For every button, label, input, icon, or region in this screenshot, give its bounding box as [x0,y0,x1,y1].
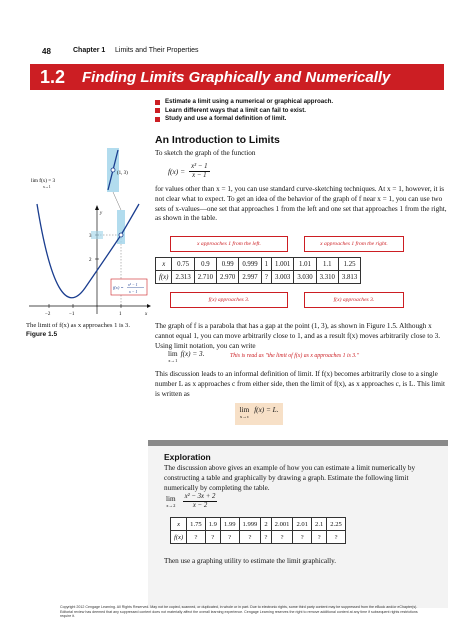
limit-definition-box: lim x→c f(x) = L. [235,403,283,425]
table-cell: 2.710 [194,271,216,284]
point-label: (1, 3) [117,171,128,176]
figure-number: Figure 1.5 [26,330,58,338]
fraction: $\frac{\text{x³ − 1}}{x - 1}$ [191,163,208,179]
y-tick-label: 2 [89,258,92,263]
svg-text:x³ − 1: x³ − 1 [128,282,138,287]
table-cell: 1.75 [187,518,206,531]
exploration-limit: lim x→2 $\frac{\text{x² − 3x + 2}}{x - 2}$ [166,493,216,509]
table-cell: 3.813 [338,271,360,284]
table-cell: 2.25 [327,518,346,531]
function-equation: f(x) = $\frac{\text{x³ − 1}}{x - 1}$ [168,163,208,179]
figure-limit-sub: x→1 [43,185,51,189]
table-cell: 1.99 [220,518,239,531]
row-header: f(x) [171,531,187,544]
x-tick-label: −1 [69,312,75,317]
section-banner [30,64,444,90]
y-tick-label: 3 [89,234,92,239]
table-cell: ? [261,531,271,544]
table-cell: 2.313 [172,271,194,284]
table-row [171,531,346,544]
arrow-from-right: x approaches 1 from the right. [304,236,404,252]
table-cell: 1.999 [239,518,261,531]
table-cell: 2 [261,518,271,531]
table-cell: 3.030 [294,271,316,284]
y-axis-arrow-icon [95,205,99,210]
table-row [156,271,361,284]
row-header: f(x) [156,271,172,284]
hole-point-icon [119,233,123,237]
section-title: Finding Limits Graphically and Numerically [82,68,391,86]
exploration-paragraph: The discussion above gives an example of how you can estimate a limit numerically by constructing a table and graphically by drawing a graph. Estimate the following limit numerically by completing the table. [164,464,416,492]
table-cell: ? [261,271,271,284]
table-cell: ? [312,531,327,544]
approach-note-right: f(x) approaches 3. [304,292,404,308]
intro-heading: An Introduction to Limits [155,134,280,146]
bullet-square-icon [155,117,160,122]
exploration-paragraph-2: Then use a graphing utility to estimate the limit graphically. [164,557,336,565]
x-axis-label: x [145,312,148,317]
row-header: x [171,518,187,531]
table-cell: ? [205,531,220,544]
table-cell: 3.003 [272,271,294,284]
chapter-label: Chapter 1 [73,47,106,54]
table-row [156,258,361,271]
table-cell: 1.25 [338,258,360,271]
table-cell: 0.9 [194,258,216,271]
objectives-list [155,98,333,124]
table-row [171,518,346,531]
row-header: x [156,258,172,271]
intro-paragraph-1: To sketch the graph of the function [155,149,256,157]
approach-note-left: f(x) approaches 3. [170,292,288,308]
chapter-title: Limits and Their Properties [115,47,199,54]
table-cell: ? [271,531,293,544]
table-cell: 0.999 [239,258,261,271]
table-cell: 2.001 [271,518,293,531]
y-axis-label: y [100,211,103,216]
approach-strip [91,231,103,239]
table-cell: ? [187,531,206,544]
x-axis-arrow-icon [147,304,151,308]
figure-caption: The limit of f(x) as x approaches 1 is 3. Figure 1.5 [26,322,151,339]
table-cell: 1.01 [294,258,316,271]
exploration-heading: Exploration [164,452,211,462]
exploration-table [170,517,346,544]
table-cell: 2.997 [239,271,261,284]
objective-item: Study and use a formal definition of limit. [155,115,333,124]
svg-text:f(x) =: f(x) = [113,285,124,290]
values-table [155,257,361,284]
page-number: 48 [42,47,51,56]
copyright-footer: Copyright 2012 Cengage Learning. All Rights Reserved. May not be copied, scanned, or duplicated, in whole or in part. Due to electronic rights, some third party content may be suppressed from the eBook and/or eChapter(s). Editorial review has deemed that any suppressed content does not materially affect the overall learning experience. Cengage Learning reserves the right to remove additional content at any time if subsequent rights restrictions require it. [60,605,418,619]
objective-item: Estimate a limit using a numerical or graphical approach. [155,98,333,107]
x-tick-label: −2 [45,312,51,317]
table-cell: 2.970 [217,271,239,284]
table-cell: ? [239,531,261,544]
svg-text:x − 1: x − 1 [129,289,138,294]
table-cell: 2.1 [312,518,327,531]
bullet-square-icon [155,100,160,105]
paragraph-3: The graph of f is a parabola that has a gap at the point (1, 3), as shown in Figure 1.5. Although x cannot equal 1, you can move arbitrarily close to 1, and as a result f(x) moves arbitrarily close to 3. Using limit notation, you can write [155,322,441,350]
table-cell: 0.99 [217,258,239,271]
figure-limit-label: lim f(x) = 3 [31,178,56,184]
limit-read-note: This is read as "the limit of f(x) as x approaches 1 is 3." [230,353,360,359]
table-cell: 1.1 [316,258,338,271]
table-cell: ? [327,531,346,544]
intro-paragraph-2: for values other than x = 1, you can use standard curve-sketching techniques. At x = 1, however, it is not clear what to expect. To get an idea of the behavior of the graph of f near x = 1, you can use two sets of x-values—one set that approaches 1 from the left and one set that approaches 1 from the right, as shown in the table. [155,185,447,223]
section-number: 1.2 [40,66,66,87]
x-tick-label: 1 [119,312,122,317]
paragraph-4: This discussion leads to an informal definition of limit. If f(x) becomes arbitrarily close to a single number L as x approaches c from either side, then the limit of f(x), as x approaches c, is L. This limit is written as [155,370,446,398]
table-cell: 2.01 [293,518,312,531]
table-cell: 3.310 [316,271,338,284]
table-cell: 1.9 [205,518,220,531]
table-cell: 1.001 [272,258,294,271]
figure-1-5-graph [27,138,152,320]
limit-notation: lim x→1 f(x) = 3. [168,350,205,363]
table-cell: 0.75 [172,258,194,271]
objective-item: Learn different ways that a limit can fail to exist. [155,107,333,116]
bullet-square-icon [155,108,160,113]
table-cell: 1 [261,258,271,271]
arrow-from-left: x approaches 1 from the left. [170,236,288,252]
table-cell: ? [220,531,239,544]
table-cell: ? [293,531,312,544]
